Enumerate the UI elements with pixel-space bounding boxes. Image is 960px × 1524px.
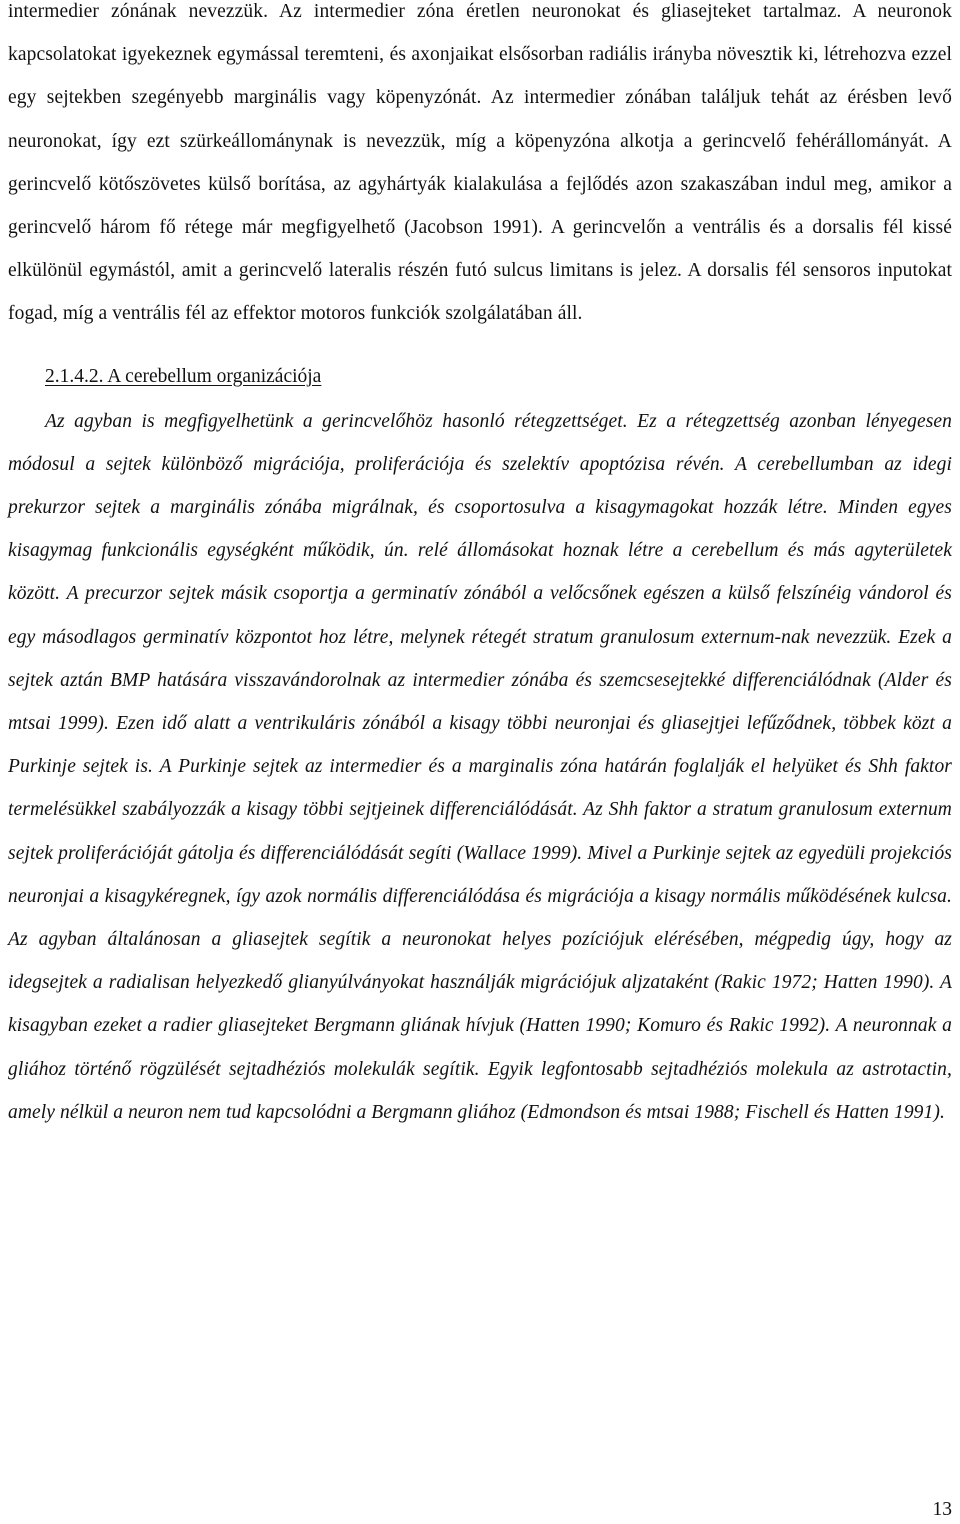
- page-number: 13: [932, 1499, 952, 1520]
- document-page: [8, 0, 952, 1134]
- body-paragraph-spinal-cord: intermedier zónának nevezzük. Az intermedier zóna éretlen neuronokat és gliasejteket tartalmaz. A neuronok kapcsolatokat igyekeznek egymással teremteni, és axonjaikat elsősorban radiális irányba növesztik ki, létrehozva ezzel egy sejtekben szegényebb marginális vagy köpenyzónát. Az intermedier zónában találjuk tehát az érésben levő neuronokat, így ezt szürkeállománynak is nevezzük, míg a köpenyzóna alkotja a gerincvelő fehérállományát. A gerincvelő kötőszövetes külső borítása, az agyhártyák kialakulása a fejlődés azon szakaszában indul meg, amikor a gerincvelő három fő rétege már megfigyelhető (Jacobson 1991). A gerincvelőn a ventrális és a dorsalis fél kissé elkülönül egymástól, amit a gerincvelő lateralis részén futó sulcus limitans is jelez. A dorsalis fél sensoros inputokat fogad, míg a ventrális fél az effektor motoros funkciók szolgálatában áll.: [8, 1, 952, 325]
- body-paragraph-cerebellum: Az agyban is megfigyelhetünk a gerincvelőhöz hasonló rétegzettséget. Ez a rétegzettség azonban lényegesen módosul a sejtek különböző migrációja, proliferációja és szelektív apoptózisa révén. A cerebellumban az idegi prekurzor sejtek a marginális zónába migrálnak, és csoportosulva a kisagymagokat hozzák létre. Minden egyes kisagymag funkcionális egységként működik, ún. relé állomásokat hoznak létre a cerebellum és más agyterületek között. A precurzor sejtek másik csoportja a germinatív zónából a velőcsőnek egészen a külső felszínéig vándorol és egy másodlagos germinatív központot hoz létre, melynek rétegét stratum granulosum externum-nak nevezzük. Ezek a sejtek aztán BMP hatására visszavándorolnak az intermedier zónába és szemcsesejtekké differenciálódnak (Alder és mtsai 1999). Ezen idő alatt a ventrikuláris zónából a kisagy többi neuronjai és gliasejtjei lefűződnek, többek közt a Purkinje sejtek is. A Purkinje sejtek az intermedier és a marginalis zóna határán foglalják el helyüket és Shh faktor termelésükkel szabályozzák a kisagy többi sejtjeinek differenciálódását. Az Shh faktor a stratum granulosum externum sejtek proliferációját gátolja és differenciálódását segíti (Wallace 1999). Mivel a Purkinje sejtek az egyedüli projekciós neuronjai a kisagykéregnek, így azok normális differenciálódása és migrációja a kisagy normális működésének kulcsa. Az agyban általánosan a gliasejtek segítik a neuronokat helyes pozíciójuk elérésében, mégpedig úgy, hogy az idegsejtek a radialisan helyezkedő glianyúlványokat használják migrációjuk aljzataként (Rakic 1972; Hatten 1990). A kisagyban ezeket a radier gliasejteket Bergmann gliának hívjuk (Hatten 1990; Komuro és Rakic 1992). A neuronnak a gliához történő rögzülését sejtadhéziós molekulák segítik. Egyik legfontosabb sejtadhéziós molekula az astrotactin, amely nélkül a neuron nem tud kapcsolódni a Bergmann gliához (Edmondson és mtsai 1988; Fischell és Hatten 1991).: [8, 410, 952, 1123]
- section-heading: 2.1.4.2. A cerebellum organizációja: [45, 365, 322, 387]
